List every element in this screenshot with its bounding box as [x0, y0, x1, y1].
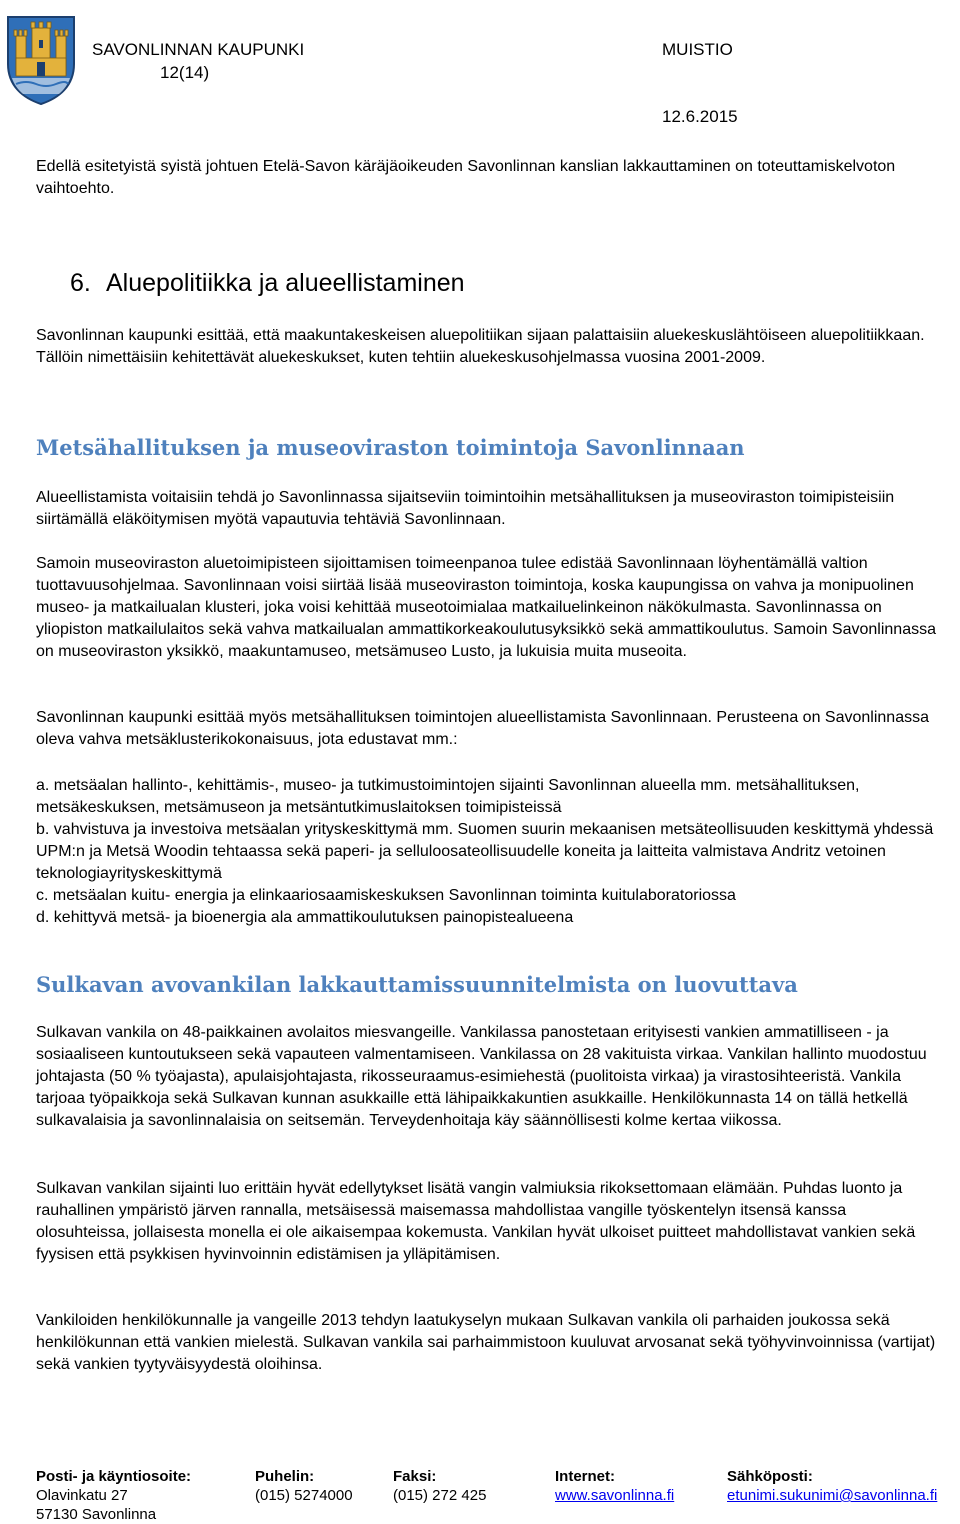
footer-email-label: Sähköposti:	[727, 1468, 813, 1485]
page-number: 12(14)	[160, 63, 210, 82]
footer-address-label: Posti- ja käyntiosoite:	[36, 1468, 192, 1485]
section-heading	[70, 267, 465, 299]
footer-phone-label: Puhelin:	[255, 1468, 315, 1485]
email-link[interactable]: etunimi.sukunimi@savonlinna.fi	[727, 1487, 938, 1504]
website-link[interactable]: www.savonlinna.fi	[555, 1487, 675, 1504]
metsa-paragraph-1: Alueellistamista voitaisiin tehdä jo Savonlinnassa sijaitseviin toimintoihin metsähallituksen ja museoviraston toimipisteisiin siirtämällä eläköitymisen myötä vapautuvia tehtäviä Savonlinnaan.	[36, 489, 895, 528]
footer-fax	[393, 1467, 486, 1505]
sulkava-paragraph-1: Sulkavan vankila on 48-paikkainen avolaitos miesvangeille. Vankilassa panostetaan erityisesti vankien ammatilliseen - ja sosiaaliseen kuntoutukseen sekä vapauteen valmentamiseen. Vankilassa on 28 vakituista virkaa. Vankilan hallinto muodostuu johtajasta (50 % työajasta), apulaisjohtajasta, rikosseuraamus-esimiehestä (puolitoista virkaa) ja virastosihteeristä. Vankila tarjoaa työpaikkoja sekä Sulkavan kunnan asukkaille että lähipaikkakuntien asukkaille. Henkilökunnasta 14 on tällä hetkellä sulkavalaisia ja savonlinnalaisia on seitsemän. Terveydenhoitaja käy säännöllisesti kolme kertaa viikossa.	[36, 1024, 927, 1129]
footer-email	[727, 1467, 937, 1505]
document-date: 12.6.2015	[662, 107, 738, 126]
footer-fax-value: (015) 272 425	[393, 1487, 487, 1504]
footer-postal: 57130 Savonlinna	[36, 1506, 157, 1523]
metsa-paragraph-2: Samoin museoviraston aluetoimipisteen sijoittamisen toimeenpanoa tulee edistää Savonlinnaan löyhentämällä valtion tuottavuusohjelmaa. Savonlinnaan voisi siirtää lisää museoviraston toimintoja, koska kaupungissa on vahva ja monipuolinen museo- ja matkailualan klusteri, joka voisi kehittää museotoimialaa matkailuelinkeinon näkökulmasta. Savonlinnassa on yliopiston matkailulaitos sekä vahva matkailualan ammattikorkeakoulutusyksikkö sekä ammattikoulutus. Samoin Savonlinnassa on museoviraston yksikkö, maakuntamuseo, metsämuseo Lusto, ja lukuisia muita museoita.	[36, 555, 936, 660]
footer-fax-label: Faksi:	[393, 1468, 437, 1485]
organization-name: SAVONLINNAN KAUPUNKI	[92, 40, 305, 59]
sulkava-paragraph-3: Vankiloiden henkilökunnalle ja vangeille 2013 tehdyn laatukyselyn mukaan Sulkavan vankila oli parhaiden joukossa sekä henkilökunnan että vankien mielestä. Sulkavan vankila sai parhaimmistoon kuuluvat arvosanat sekä työhyvinvoinnissa (vartijat) sekä vankien tyytyväisyydestä oloihinsa.	[36, 1312, 936, 1373]
coat-of-arms-logo	[4, 14, 78, 106]
footer-web	[555, 1467, 674, 1505]
section-number: 6.	[70, 269, 91, 297]
subsection-heading-sulkava: Sulkavan avovankilan lakkauttamissuunnitelmista on luovuttava	[36, 972, 798, 997]
footer-web-label: Internet:	[555, 1468, 615, 1485]
metsa-list: a. metsäalan hallinto-, kehittämis-, museo- ja tutkimustoimintojen sijainti Savonlinnan alueella mm. metsähallituksen, metsäkeskuksen, metsämuseon ja metsäntutkimuslaitoksen toimipisteissä b. vahvistuva ja investoiva metsäalan yrityskeskittymä mm. Suomen suurin mekaanisen metsäteollisuuden keskittymä yhdessä UPM:n ja Metsä Woodin tehtaassa sekä paperi- ja selluloosateollisuudelle koneita ja laitteita valmistava Andritz vetoinen teknologiayrityskeskittymä c. metsäalan kuitu- energia ja elinkaariosaamiskeskuksen Savonlinnan toiminta kuitulaboratoriossa d. kehittyvä metsä- ja bioenergia ala ammattikoulutuksen painopistealueena	[36, 777, 934, 926]
sulkava-paragraph-2: Sulkavan vankilan sijainti luo erittäin hyvät edellytykset lisätä vangin valmiuksia rikoksettomaan elämään. Puhdas luonto ja rauhallinen ympäristö järven rannalla, metsäisessä maisemassa mahdollistaa vangille työskentelyn itsensä kanssa olosuhteissa, jollaisesta monella ei ole aikaisempaa kokemusta. Vankilan hyvät ulkoiset puitteet mahdollistavat vankien sekä fyysisen että psykkisen hyvinvoinnin edistämisen ja ylläpitämisen.	[36, 1180, 916, 1263]
intro-paragraph: Edellä esitetyistä syistä johtuen Etelä-Savon käräjäoikeuden Savonlinnan kanslian lakkauttaminen on toteuttamiskelvoton vaihtoehto.	[36, 158, 896, 197]
section-paragraph: Savonlinnan kaupunki esittää, että maakuntakeskeisen aluepolitiikan sijaan palattaisiin aluekeskuslähtöiseen aluepolitiikkaan. Tällöin nimettäisiin kehitettävät aluekeskukset, kuten tehtiin aluekeskusohjelmassa vuosina 2001-2009.	[36, 327, 925, 366]
subsection-heading-metsahallitus: Metsähallituksen ja museoviraston toimintoja Savonlinnaan	[36, 435, 745, 460]
section-title: Aluepolitiikka ja alueellistaminen	[106, 269, 465, 297]
footer-phone-value: (015) 5274000	[255, 1487, 353, 1504]
footer-phone	[255, 1467, 353, 1505]
footer-street: Olavinkatu 27	[36, 1487, 128, 1504]
document-type: MUISTIO	[662, 40, 733, 59]
footer-address	[36, 1467, 191, 1524]
metsa-paragraph-3: Savonlinnan kaupunki esittää myös metsähallituksen toimintojen alueellistamista Savonlinnaan. Perusteena on Savonlinnassa oleva vahva metsäklusterikokonaisuus, jota edustavat mm.:	[36, 709, 929, 748]
